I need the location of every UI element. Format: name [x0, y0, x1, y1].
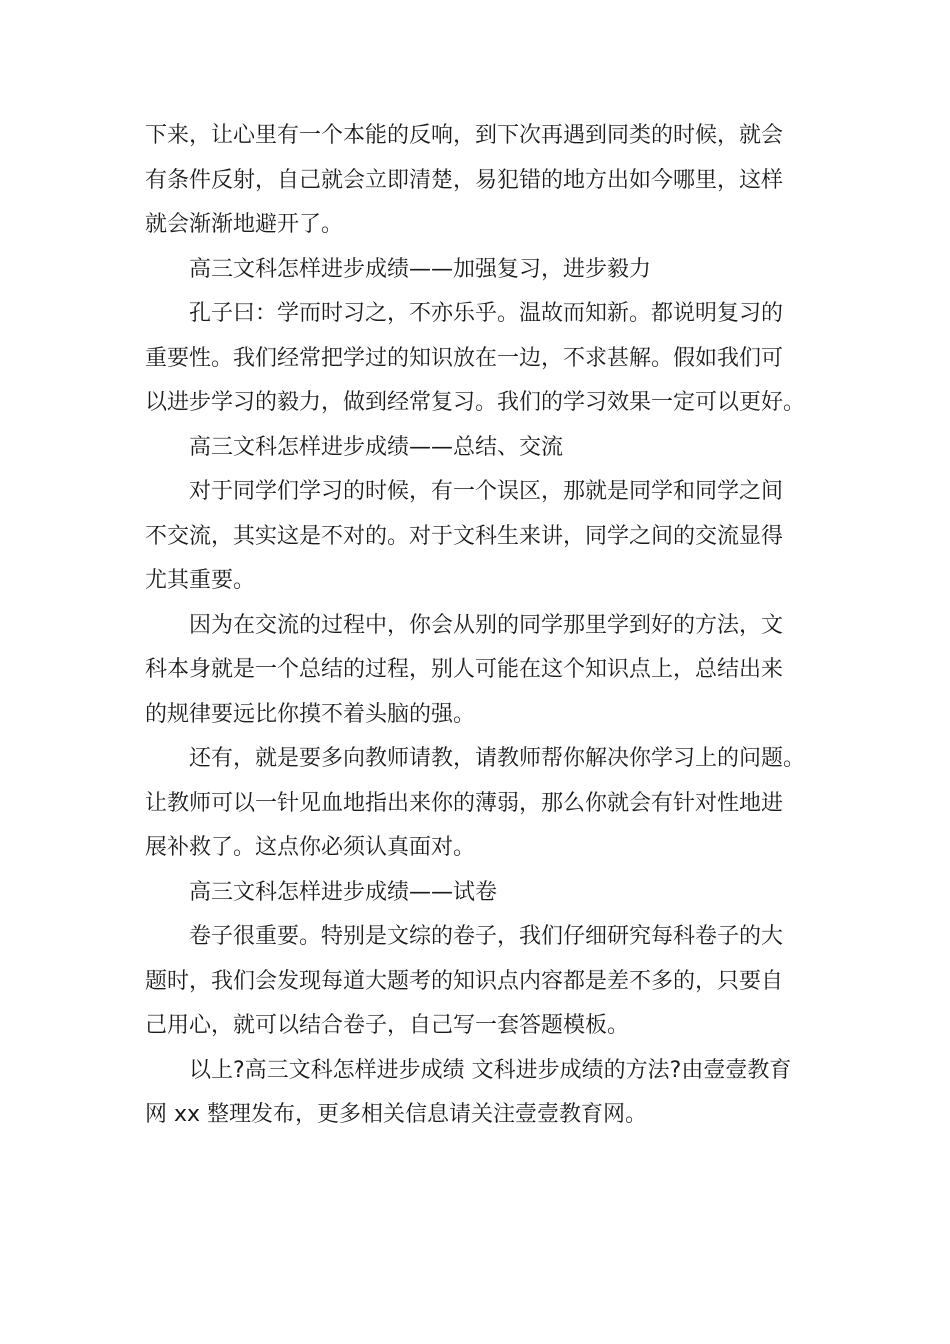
document-body: [145, 114, 810, 1138]
section-heading: 高三文科怎样进步成绩——试卷: [189, 879, 498, 905]
paragraph-line: 的规律要远比你摸不着头脑的强。: [145, 701, 476, 727]
paragraph-line: 科本身就是一个总结的过程，别人可能在这个知识点上，总结出来: [145, 657, 784, 682]
paragraph-line: 有条件反射，自己就会立即清楚，易犯错的地方出如今哪里，这样: [145, 167, 784, 193]
paragraph-line: 就会渐渐地避开了。: [145, 212, 344, 237]
paragraph-line: 不交流，其实这是不对的。对于文科生来讲，同学之间的交流显得: [145, 523, 784, 549]
paragraph-line: 以进步学习的毅力，做到经常复习。我们的学习效果一定可以更好。: [145, 390, 806, 415]
paragraph-line: 网 xx 整理发布，更多相关信息请关注壹壹教育网。: [145, 1102, 648, 1127]
paragraph-line: 己用心，就可以结合卷子，自己写一套答题模板。: [145, 1013, 630, 1038]
paragraph-line: 因为在交流的过程中，你会从别的同学那里学到好的方法，文: [189, 612, 784, 638]
paragraph-line: 重要性。我们经常把学过的知识放在一边，不求甚解。假如我们可: [145, 345, 784, 371]
section-heading: 高三文科怎样进步成绩——总结、交流: [189, 434, 564, 460]
paragraph-line: 下来，让心里有一个本能的反响，到下次再遇到同类的时候，就会: [145, 123, 784, 148]
paragraph-line: 让教师可以一针见血地指出来你的薄弱，那么你就会有针对性地进: [145, 790, 784, 816]
paragraph-line: 孔子曰：学而时习之，不亦乐乎。温故而知新。都说明复习的: [189, 301, 784, 326]
paragraph-line: 对于同学们学习的时候，有一个误区，那就是同学和同学之间: [189, 479, 784, 504]
paragraph-line: 还有，就是要多向教师请教，请教师帮你解决你学习上的问题。: [189, 746, 806, 771]
paragraph-line: 尤其重要。: [145, 568, 256, 593]
paragraph-line: 以上?高三文科怎样进步成绩 文科进步成绩的方法?由壹壹教育: [189, 1057, 792, 1083]
paragraph-line: 题时，我们会发现每道大题考的知识点内容都是差不多的，只要自: [145, 968, 784, 994]
section-heading: 高三文科怎样进步成绩——加强复习，进步毅力: [189, 256, 652, 282]
paragraph-line: 展补救了。这点你必须认真面对。: [145, 835, 476, 860]
paragraph-line: 卷子很重要。特别是文综的卷子，我们仔细研究每科卷子的大: [189, 924, 784, 949]
